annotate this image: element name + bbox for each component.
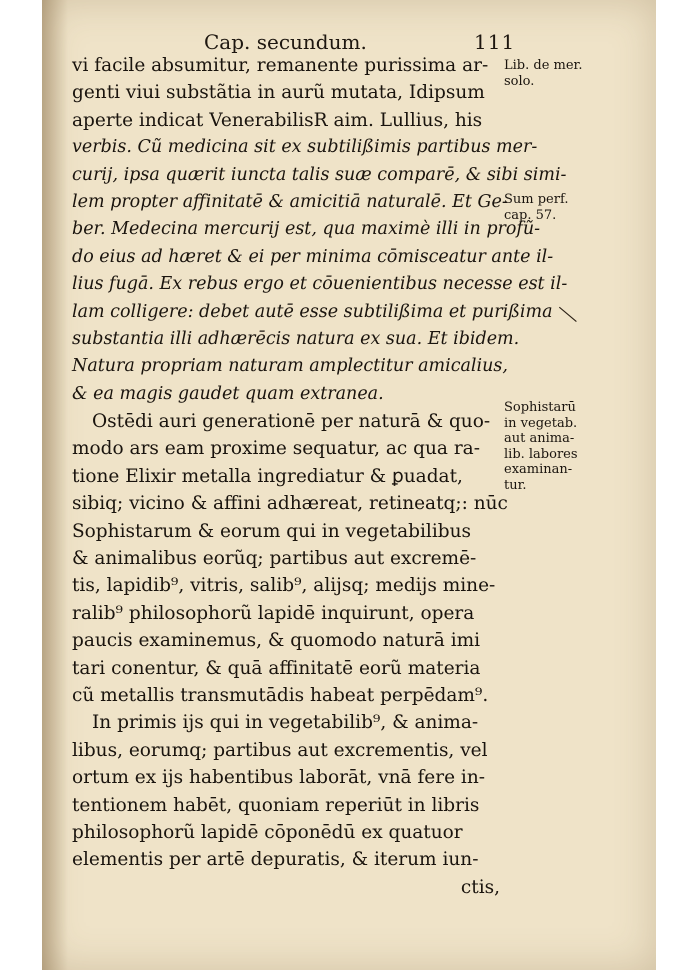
text-line: cũ metallis transmutādis habeat perpēdam⁹. [72, 684, 489, 706]
text-line: modo ars eam proxime sequatur, ac qua ra- [72, 438, 480, 460]
ink-mark-icon: — [552, 295, 586, 330]
catchword: ctis, [460, 876, 500, 898]
text-line: Sophistarum & eorum qui in vegetabilibus [72, 520, 472, 542]
margin-note-sophistarum [504, 400, 614, 493]
margin-note-line: solo. [504, 73, 535, 89]
text-line: Natura propriam naturam amplectitur amicalius, [72, 356, 508, 377]
margin-note-line: aut anima- [504, 431, 575, 446]
text-line: libus, eorumq; partibus aut excrementis, vel [72, 739, 488, 761]
text-line: verbis. Cũ medicina sit ex subtilißimis partibus mer- [72, 137, 538, 158]
text-line: vi facile absumitur, remanente purissima ar- [72, 55, 489, 76]
text-line: genti viui substãtia in aurũ mutata, Idipsum [72, 82, 485, 104]
text-line: & ea magis gaudet quam extranea. [72, 383, 384, 404]
text-line: In primis ijs qui in vegetabilib⁹, & anima- [92, 712, 479, 734]
margin-note-line: tur. [504, 477, 527, 493]
text-line: sibiq; vicino & affini adhæreat, retineatq;: nūc [72, 493, 508, 515]
text-line: Ostēdi auri generationē per naturā & quo- [92, 411, 491, 433]
text-line: ortum ex ijs habentibus laborāt, vnā fere in- [72, 767, 485, 789]
text-line: substantia illi adhærēcis natura ex sua. Et ibidem. [72, 328, 520, 349]
text-line: tione Elixir metalla ingrediatur & ꝑuadat, [72, 465, 463, 487]
text-line: philosophorũ lapidē cōponēdū ex quatuor [72, 821, 463, 843]
text-line: do eius ad hæret & ei per minima cōmisceatur ante il- [72, 246, 554, 267]
text-line: & animalibus eorũq; partibus aut excremē- [72, 548, 477, 570]
margin-note-line: Sum perf. [504, 192, 569, 207]
text-line: tentionem habēt, quoniam reperiūt in libris [72, 794, 480, 816]
text-line: lius fugā. Ex rebus ergo et cōuenientibus necesse est il- [72, 274, 568, 295]
text-line: lam colligere: debet autē esse subtilißima et purißima [72, 301, 553, 322]
text-line: curij, ipsa quærit iuncta talis suæ comparē, & sibi simi- [72, 164, 567, 185]
text-line: tis, lapidib⁹, vitris, salib⁹, alijsq; medijs mine- [72, 575, 496, 597]
running-head: Cap. secundum. [204, 30, 367, 54]
text-line: lem propter affinitatē & amicitiā naturalē. Et Ge- [72, 191, 508, 212]
folio-number: 111 [474, 30, 516, 54]
text-line: ber. Medecina mercurij est, qua maximè illi in profũ- [72, 219, 541, 240]
margin-note-line: cap. 57. [504, 207, 557, 223]
margin-note-lib-de-mer [504, 58, 614, 89]
page-gutter-shadow [42, 0, 68, 970]
text-line: paucis examinemus, & quomodo naturā imi [72, 630, 481, 652]
text-line: tari conentur, & quā affinitatē eorũ materia [72, 657, 481, 679]
text-line: elementis per artē depuratis, & iterum iun- [72, 849, 479, 871]
margin-note-line: examinan- [504, 462, 573, 477]
page-header [42, 30, 656, 54]
margin-note-line: Sophistarū [504, 400, 576, 415]
text-line: aperte indicat VenerabilisR aim. Lullius, his [72, 109, 483, 131]
margin-note-sum-perf [504, 192, 614, 223]
book-page [42, 0, 656, 970]
text-line: ralib⁹ philosophorũ lapidē inquirunt, opera [72, 602, 475, 624]
margin-note-line: in vegetab. [504, 415, 578, 431]
margin-note-line: lib. labores [504, 446, 578, 462]
margin-note-line: Lib. de mer. [504, 58, 583, 73]
